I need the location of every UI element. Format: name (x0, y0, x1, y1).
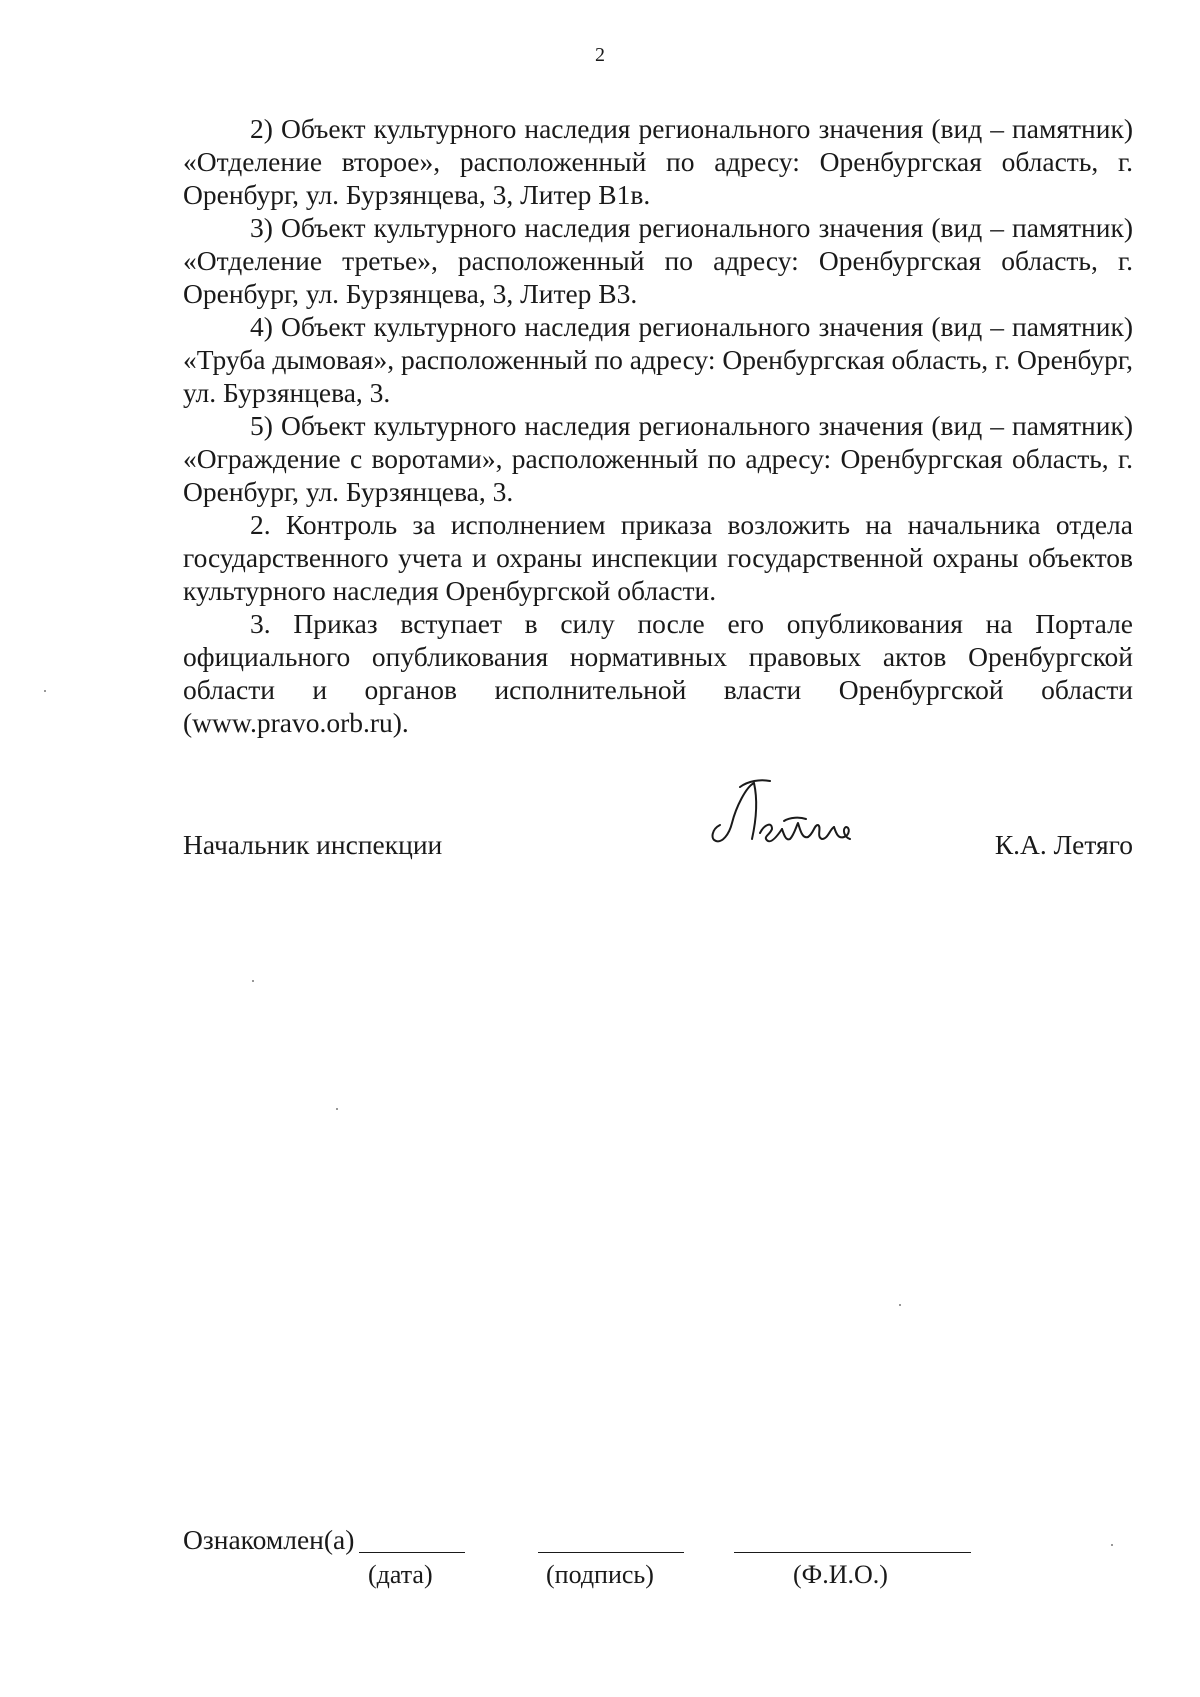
signature-caption: (подпись) (546, 1560, 654, 1589)
paragraph-item-5: 5) Объект культурного наследия регионального значения (вид – памятник) «Ограждение с воротами», расположенный по адресу: Оренбургская область, г. Оренбург, ул. Бурзянцева, 3. (183, 410, 1133, 507)
page-number: 2 (595, 44, 605, 66)
signatory-position: Начальник инспекции (183, 829, 443, 860)
paragraph-item-4: 4) Объект культурного наследия регионального значения (вид – памятник) «Труба дымовая», расположенный по адресу: Оренбургская область, г. Оренбург, ул. Бурзянцева, 3. (183, 311, 1133, 408)
paragraph-effective-clause: 3. Приказ вступает в силу после его опубликования на Портале официального опубликования нормативных правовых актов Оренбургской области и органов исполнительной власти Оренбургской области (www.pravo.orb.ru). (183, 608, 1133, 738)
paragraph-item-2: 2) Объект культурного наследия регионального значения (вид – памятник) «Отделение второе», расположенный по адресу: Оренбургская область, г. Оренбург, ул. Бурзянцева, 3, Литер В1в. (183, 113, 1133, 210)
paragraph-control-clause: 2. Контроль за исполнением приказа возложить на начальника отдела государственного учета и охраны инспекции государственной охраны объектов культурного наследия Оренбургской области. (183, 509, 1133, 606)
signature-block (183, 817, 1133, 907)
signature-line (538, 1552, 684, 1553)
scan-speck (1111, 1544, 1113, 1546)
document-body (183, 112, 1133, 739)
scan-speck (336, 1108, 338, 1110)
fio-line (734, 1552, 971, 1553)
scan-speck (899, 1304, 901, 1306)
scan-speck (44, 690, 46, 692)
scan-speck (252, 980, 254, 982)
handwritten-signature (710, 777, 870, 857)
paragraph-item-3: 3) Объект культурного наследия регионального значения (вид – памятник) «Отделение третье», расположенный по адресу: Оренбургская область, г. Оренбург, ул. Бурзянцева, 3, Литер В3. (183, 212, 1133, 309)
fio-caption: (Ф.И.О.) (793, 1560, 888, 1589)
signatory-name: К.А. Летяго (994, 829, 1133, 860)
acknowledgement-label: Ознакомлен(а) (183, 1524, 355, 1555)
date-caption: (дата) (368, 1560, 433, 1589)
date-line (359, 1552, 465, 1553)
acknowledgement-block (183, 1524, 1083, 1594)
